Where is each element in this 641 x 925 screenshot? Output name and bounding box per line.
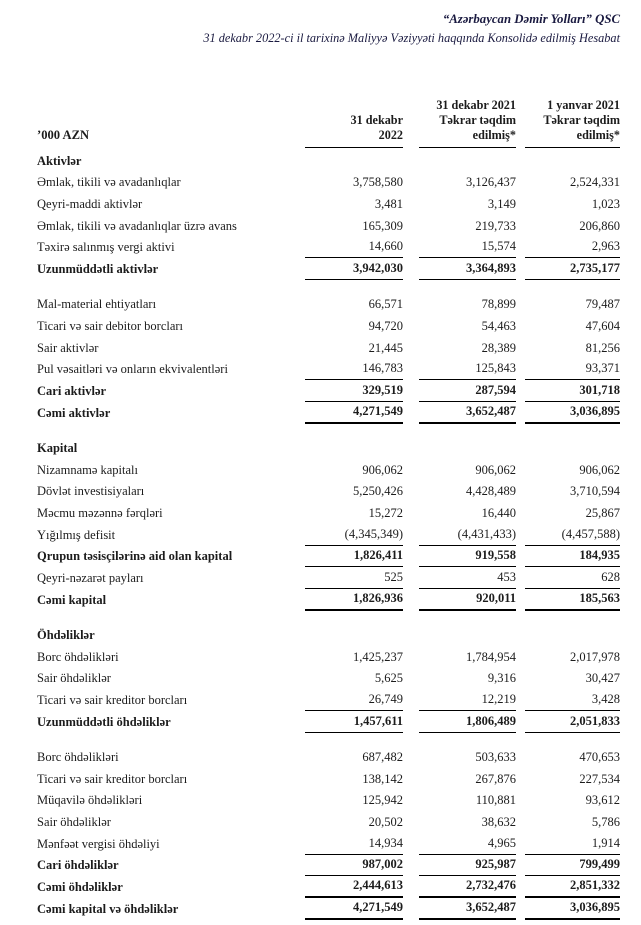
value-31-dekabr-2021-restated: 4,428,489: [466, 484, 516, 499]
value-1-yanvar-2021-restated: 2,735,177: [525, 258, 620, 280]
column-header-1-yanvar-2021-restated: [525, 92, 620, 148]
row-label: Sair aktivlər: [37, 340, 99, 355]
table-row: [37, 481, 620, 503]
row-label: Uzunmüddətli aktivlər: [37, 262, 159, 277]
row-label: Cari öhdəliklər: [37, 858, 119, 873]
value-31-dekabr-2021-restated: 925,987: [419, 855, 516, 877]
total-row: [37, 876, 620, 898]
value-31-dekabr-2022: 1,457,611: [305, 711, 403, 733]
table-row: [37, 746, 620, 768]
value-31-dekabr-2022: 15,272: [368, 506, 403, 520]
table-header-row: [37, 92, 620, 148]
table-row: [37, 193, 620, 215]
row-label: Cəmi kapital və öhdəliklər: [37, 901, 179, 916]
value-1-yanvar-2021-restated: 3,710,594: [570, 484, 620, 499]
row-label: Mənfəət vergisi öhdəliyi: [37, 836, 160, 851]
value-31-dekabr-2022: 4,271,549: [305, 402, 403, 424]
row-label: Müqavilə öhdəlikləri: [37, 793, 143, 808]
table-row: [37, 237, 620, 259]
row-label: Təxirə salınmış vergi aktivi: [37, 240, 175, 255]
spacer-row: [37, 424, 620, 438]
row-label: Sair öhdəliklər: [37, 671, 111, 686]
value-1-yanvar-2021-restated: 79,487: [585, 297, 620, 312]
value-31-dekabr-2022: [305, 624, 403, 646]
report-subtitle: 31 dekabr 2022-ci il tarixinə Maliyyə Vəziyyəti haqqında Konsolidə edilmiş Hesabat: [203, 31, 620, 45]
value-1-yanvar-2021-restated: [525, 624, 620, 646]
value-31-dekabr-2022: 5,250,426: [353, 484, 403, 499]
total-row: [37, 402, 620, 424]
row-label: Cəmi öhdəliklər: [37, 880, 123, 894]
value-31-dekabr-2022: 14,934: [305, 833, 403, 855]
column-header-line: Təkrar təqdim: [439, 113, 516, 127]
value-1-yanvar-2021-restated: [525, 437, 620, 459]
column-header-line: Təkrar təqdim: [543, 113, 620, 127]
value-1-yanvar-2021-restated: (4,457,588): [525, 524, 620, 546]
value-1-yanvar-2021-restated: 206,860: [579, 218, 620, 233]
row-label: Ticari və sair kreditor borcları: [37, 771, 188, 786]
value-1-yanvar-2021-restated: 227,534: [579, 771, 620, 786]
row-label: Ticari və sair debitor borcları: [37, 319, 184, 333]
row-label: Yığılmış defisit: [37, 527, 116, 542]
table-row: [37, 337, 620, 359]
row-label: Pul vəsaitləri və onların ekvivalentləri: [37, 362, 228, 377]
value-31-dekabr-2022: 3,942,030: [305, 258, 403, 280]
value-31-dekabr-2022: 1,425,237: [353, 649, 403, 664]
row-label: Qrupun təsisçilərinə aid olan kapital: [37, 549, 233, 564]
table-row: [37, 502, 620, 524]
value-1-yanvar-2021-restated: 1,914: [525, 833, 620, 855]
value-31-dekabr-2021-restated: 2,732,476: [419, 876, 516, 898]
row-label: Borc öhdəlikləri: [37, 749, 119, 764]
row-label: Borc öhdəlikləri: [37, 649, 119, 664]
spacer-row: [37, 611, 620, 625]
value-31-dekabr-2022: 2,444,613: [305, 876, 403, 898]
value-31-dekabr-2021-restated: (4,431,433): [419, 524, 516, 546]
row-label: Cəmi kapital: [37, 592, 107, 607]
row-label: Öhdəliklər: [37, 627, 95, 642]
table-body: [37, 150, 620, 920]
row-label: Əmlak, tikili və avadanlıqlar üzrə avans: [37, 218, 237, 233]
value-1-yanvar-2021-restated: 1,023: [591, 197, 620, 212]
value-31-dekabr-2021-restated: 503,633: [475, 749, 516, 764]
value-31-dekabr-2021-restated: 110,881: [475, 793, 516, 808]
row-label: Aktivlər: [37, 153, 82, 168]
value-31-dekabr-2022: 5,625: [374, 671, 403, 686]
value-1-yanvar-2021-restated: 2,017,978: [570, 649, 620, 664]
value-31-dekabr-2021-restated: 920,011: [419, 589, 516, 611]
table-row: [37, 833, 620, 855]
value-1-yanvar-2021-restated: 3,428: [525, 689, 620, 711]
value-31-dekabr-2021-restated: 919,558: [419, 546, 516, 568]
row-label: Kapital: [37, 440, 78, 455]
total-row: [37, 898, 620, 920]
value-31-dekabr-2021-restated: 3,364,893: [419, 258, 516, 280]
table-row: [37, 811, 620, 833]
value-1-yanvar-2021-restated: 2,851,332: [525, 876, 620, 898]
total-row: [37, 589, 620, 611]
column-header-line: 2022: [378, 128, 403, 142]
value-1-yanvar-2021-restated: 47,604: [585, 319, 620, 333]
row-label: Qeyri-nəzarət payları: [37, 571, 144, 586]
row-label: Əmlak, tikili və avadanlıqlar: [37, 175, 181, 190]
value-31-dekabr-2021-restated: 3,126,437: [466, 175, 516, 190]
value-31-dekabr-2021-restated: 906,062: [475, 462, 516, 477]
row-label: Məcmu məzənnə fərqləri: [37, 506, 163, 520]
value-1-yanvar-2021-restated: 3,036,895: [525, 898, 620, 920]
value-1-yanvar-2021-restated: 301,718: [525, 380, 620, 402]
value-31-dekabr-2021-restated: 28,389: [481, 340, 516, 355]
total-row: [37, 258, 620, 280]
value-31-dekabr-2022: 687,482: [362, 749, 403, 764]
value-31-dekabr-2022: (4,345,349): [305, 524, 403, 546]
table-row: [37, 359, 620, 381]
spacer-row: [37, 280, 620, 294]
balance-sheet-table: [37, 92, 620, 920]
value-1-yanvar-2021-restated: 93,371: [525, 359, 620, 381]
section-header-row: [37, 624, 620, 646]
value-31-dekabr-2022: 165,309: [362, 218, 403, 233]
spacer-row: [37, 733, 620, 747]
value-31-dekabr-2021-restated: 15,574: [419, 237, 516, 259]
value-31-dekabr-2022: 138,142: [362, 771, 403, 786]
column-header-line: edilmiş*: [472, 128, 516, 142]
value-1-yanvar-2021-restated: 3,036,895: [525, 402, 620, 424]
company-title: “Azərbaycan Dəmir Yolları” QSC: [442, 12, 620, 26]
column-header-31-dekabr-2022: [305, 92, 403, 148]
value-31-dekabr-2021-restated: 1,784,954: [466, 649, 516, 664]
value-31-dekabr-2021-restated: 3,652,487: [419, 898, 516, 920]
value-1-yanvar-2021-restated: 81,256: [585, 340, 620, 355]
column-header-31-dekabr-2021-restated: [419, 92, 516, 148]
value-1-yanvar-2021-restated: 2,524,331: [570, 175, 620, 190]
value-31-dekabr-2021-restated: 78,899: [481, 297, 516, 312]
value-31-dekabr-2022: [305, 150, 403, 172]
value-31-dekabr-2022: 125,942: [362, 793, 403, 808]
value-1-yanvar-2021-restated: 628: [525, 567, 620, 589]
value-31-dekabr-2021-restated: 125,843: [419, 359, 516, 381]
column-header-line: 31 dekabr 2021: [436, 98, 516, 112]
unit-label: ’000 AZN: [37, 128, 90, 142]
value-31-dekabr-2021-restated: 12,219: [419, 689, 516, 711]
table-row: [37, 215, 620, 237]
value-31-dekabr-2022: 3,481: [374, 197, 403, 212]
table-row: [37, 668, 620, 690]
value-31-dekabr-2021-restated: 287,594: [419, 380, 516, 402]
row-label: Mal-material ehtiyatları: [37, 297, 157, 312]
value-31-dekabr-2022: 94,720: [368, 319, 403, 333]
value-31-dekabr-2022: [305, 437, 403, 459]
value-1-yanvar-2021-restated: 2,051,833: [525, 711, 620, 733]
value-31-dekabr-2021-restated: 16,440: [481, 506, 516, 520]
value-31-dekabr-2022: 329,519: [305, 380, 403, 402]
value-31-dekabr-2021-restated: 38,632: [481, 814, 516, 829]
value-31-dekabr-2022: 66,571: [368, 297, 403, 312]
value-31-dekabr-2022: 20,502: [368, 814, 403, 829]
table-row: [37, 315, 620, 337]
row-label: Qeyri-maddi aktivlər: [37, 197, 143, 212]
column-header-line: 1 yanvar 2021: [547, 98, 620, 112]
document-header: [203, 10, 620, 48]
column-header-line: 31 dekabr: [350, 113, 403, 127]
table-row: [37, 524, 620, 546]
table-row: [37, 689, 620, 711]
column-header-line: edilmiş*: [576, 128, 620, 142]
value-31-dekabr-2022: 906,062: [362, 462, 403, 477]
value-1-yanvar-2021-restated: 185,563: [525, 589, 620, 611]
section-header-row: [37, 437, 620, 459]
row-label: Uzunmüddətli öhdəliklər: [37, 714, 171, 729]
value-1-yanvar-2021-restated: 25,867: [585, 506, 620, 520]
value-31-dekabr-2022: 3,758,580: [353, 175, 403, 190]
value-31-dekabr-2022: 146,783: [305, 359, 403, 381]
value-31-dekabr-2022: 26,749: [305, 689, 403, 711]
total-row: [37, 855, 620, 877]
value-31-dekabr-2021-restated: 219,733: [475, 218, 516, 233]
table-row: [37, 172, 620, 194]
value-31-dekabr-2022: 1,826,411: [305, 546, 403, 568]
value-31-dekabr-2021-restated: 9,316: [487, 671, 516, 686]
value-31-dekabr-2021-restated: 54,463: [481, 319, 516, 333]
value-1-yanvar-2021-restated: 799,499: [525, 855, 620, 877]
value-31-dekabr-2021-restated: 4,965: [419, 833, 516, 855]
table-row: [37, 459, 620, 481]
value-31-dekabr-2022: 21,445: [368, 340, 403, 355]
value-1-yanvar-2021-restated: 906,062: [579, 462, 620, 477]
value-1-yanvar-2021-restated: 5,786: [591, 814, 620, 829]
row-label: Cari aktivlər: [37, 384, 107, 399]
section-header-row: [37, 150, 620, 172]
total-row: [37, 380, 620, 402]
row-label: Cəmi aktivlər: [37, 405, 111, 420]
value-31-dekabr-2021-restated: [419, 437, 516, 459]
value-31-dekabr-2021-restated: 1,806,489: [419, 711, 516, 733]
row-label: Nizamnamə kapitalı: [37, 462, 139, 477]
value-31-dekabr-2021-restated: [419, 150, 516, 172]
value-1-yanvar-2021-restated: 30,427: [585, 671, 620, 686]
table-row: [37, 646, 620, 668]
table-row: [37, 567, 620, 589]
table-row: [37, 294, 620, 316]
value-31-dekabr-2021-restated: 267,876: [475, 771, 516, 786]
value-1-yanvar-2021-restated: 470,653: [579, 749, 620, 764]
value-31-dekabr-2022: 14,660: [305, 237, 403, 259]
value-31-dekabr-2022: 4,271,549: [305, 898, 403, 920]
value-31-dekabr-2021-restated: 3,652,487: [419, 402, 516, 424]
total-row: [37, 546, 620, 568]
row-label: Ticari və sair kreditor borcları: [37, 693, 188, 707]
value-31-dekabr-2022: 525: [305, 567, 403, 589]
value-31-dekabr-2021-restated: 453: [419, 567, 516, 589]
table-row: [37, 768, 620, 790]
total-row: [37, 711, 620, 733]
value-31-dekabr-2022: 1,826,936: [305, 589, 403, 611]
value-1-yanvar-2021-restated: 93,612: [585, 793, 620, 808]
value-1-yanvar-2021-restated: [525, 150, 620, 172]
value-1-yanvar-2021-restated: 2,963: [525, 237, 620, 259]
row-label: Dövlət investisiyaları: [37, 484, 145, 499]
row-label: Sair öhdəliklər: [37, 814, 111, 829]
value-1-yanvar-2021-restated: 184,935: [525, 546, 620, 568]
table-row: [37, 790, 620, 812]
value-31-dekabr-2021-restated: 3,149: [487, 197, 516, 212]
value-31-dekabr-2022: 987,002: [305, 855, 403, 877]
value-31-dekabr-2021-restated: [419, 624, 516, 646]
